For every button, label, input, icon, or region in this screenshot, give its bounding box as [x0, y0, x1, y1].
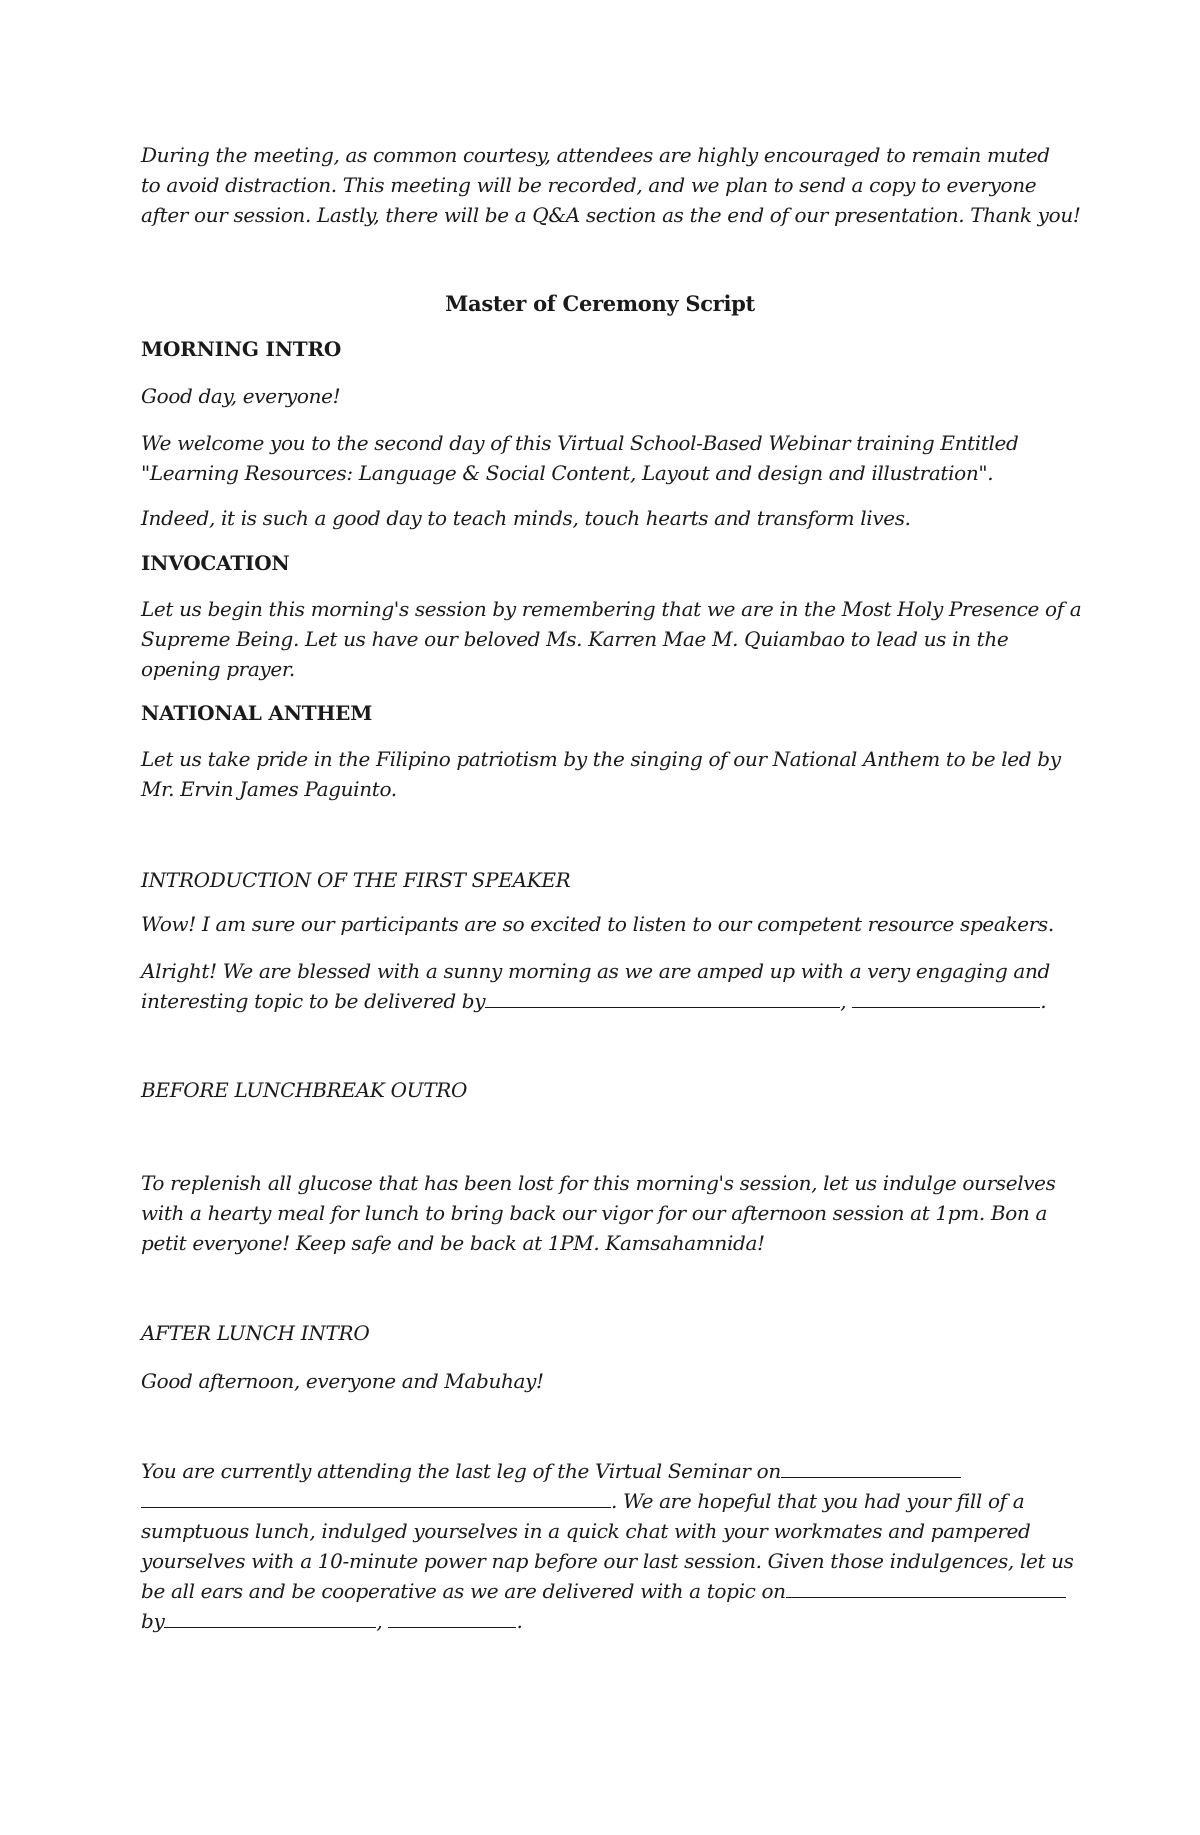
invocation-line: Supreme Being. Let us have our beloved Ms. Karren Mae M. Quiambao to lead us in the: [141, 627, 1009, 651]
courtesy-paragraph: [141, 140, 1081, 230]
anthem-line: Mr. Ervin James Paguinto.: [141, 777, 397, 801]
invocation-heading: INVOCATION: [141, 551, 290, 575]
after-lunch-line5: [141, 1576, 1074, 1606]
courtesy-line: to avoid distraction. This meeting will be recorded, and we plan to send a copy to everyone: [141, 173, 1037, 197]
lunch-outro-paragraph: [141, 1168, 1056, 1258]
first-speaker-paragraph: [141, 956, 1050, 1016]
morning-greeting: Good day, everyone!: [141, 384, 341, 408]
after-lunch-line6: [141, 1606, 1074, 1636]
courtesy-line: During the meeting, as common courtesy, attendees are highly encouraged to remain muted: [141, 143, 1050, 167]
after-lunch-heading: AFTER LUNCH INTRO: [141, 1321, 370, 1345]
line6-prefix: by: [141, 1609, 165, 1633]
line3-end: .: [1040, 989, 1047, 1013]
anthem-heading: NATIONAL ANTHEM: [141, 701, 373, 725]
morning-intro-heading: MORNING INTRO: [141, 337, 342, 361]
after-lunch-paragraph: [141, 1456, 1074, 1636]
line1-prefix: You are currently attending the last leg of the Virtual Seminar on: [141, 1459, 781, 1483]
speaker-title-blank-2: [388, 1607, 516, 1628]
line3-sep: ,: [840, 989, 847, 1013]
seminar-title-blank: [781, 1457, 961, 1478]
first-speaker-heading: INTRODUCTION OF THE FIRST SPEAKER: [141, 868, 571, 892]
invocation-line: Let us begin this morning's session by remembering that we are in the Most Holy Presence of a: [141, 597, 1082, 621]
speaker-name-blank-2: [164, 1607, 376, 1628]
welcome-line: We welcome you to the second day of this Virtual School-Based Webinar training Entitled: [141, 431, 1019, 455]
anthem-line: Let us take pride in the Filipino patriotism by the singing of our National Anthem to be led by: [141, 747, 1061, 771]
line3-prefix: interesting topic to be delivered by: [141, 989, 486, 1013]
after-lunch-line2: [141, 1486, 1074, 1516]
line5-prefix: be all ears and be cooperative as we are delivered with a topic on: [141, 1579, 786, 1603]
seminar-title-blank-2: [141, 1487, 611, 1508]
speaker-name-blank: [485, 987, 840, 1008]
welcome-line: "Learning Resources: Language & Social Content, Layout and design and illustration".: [141, 461, 994, 485]
courtesy-line: after our session. Lastly, there will be a Q&A section as the end of our presentation. Thank you!: [141, 203, 1081, 227]
morning-welcome: [141, 428, 1019, 488]
invocation-paragraph: [141, 594, 1081, 684]
first-speaker-line3: [141, 986, 1050, 1016]
lunch-outro-line: with a hearty meal for lunch to bring back our vigor for our afternoon session at 1pm. Bon a: [141, 1201, 1048, 1225]
first-speaker-line2: Alright! We are blessed with a sunny morning as we are amped up with a very engaging and: [141, 959, 1050, 983]
after-lunch-line1: [141, 1456, 1074, 1486]
invocation-line: opening prayer.: [141, 657, 295, 681]
after-lunch-line3: sumptuous lunch, indulged yourselves in a quick chat with your workmates and pampered: [141, 1519, 1031, 1543]
line6-sep: ,: [376, 1609, 383, 1633]
after-lunch-line4: yourselves with a 10-minute power nap before our last session. Given those indulgences, let us: [141, 1549, 1074, 1573]
lunch-outro-heading: BEFORE LUNCHBREAK OUTRO: [141, 1078, 468, 1102]
speaker-title-blank: [852, 987, 1040, 1008]
anthem-paragraph: [141, 744, 1061, 804]
topic-blank: [786, 1577, 1066, 1598]
morning-closing: Indeed, it is such a good day to teach minds, touch hearts and transform lives.: [141, 506, 911, 530]
after-lunch-greeting: Good afternoon, everyone and Mabuhay!: [141, 1369, 544, 1393]
lunch-outro-line: To replenish all glucose that has been lost for this morning's session, let us indulge ourselves: [141, 1171, 1056, 1195]
first-speaker-line1: Wow! I am sure our participants are so excited to listen to our competent resource speakers.: [141, 912, 1054, 936]
line6-end: .: [516, 1609, 523, 1633]
lunch-outro-line: petit everyone! Keep safe and be back at 1PM. Kamsahamnida!: [141, 1231, 765, 1255]
script-title: Master of Ceremony Script: [445, 291, 755, 316]
line2-suffix: . We are hopeful that you had your fill of a: [611, 1489, 1025, 1513]
